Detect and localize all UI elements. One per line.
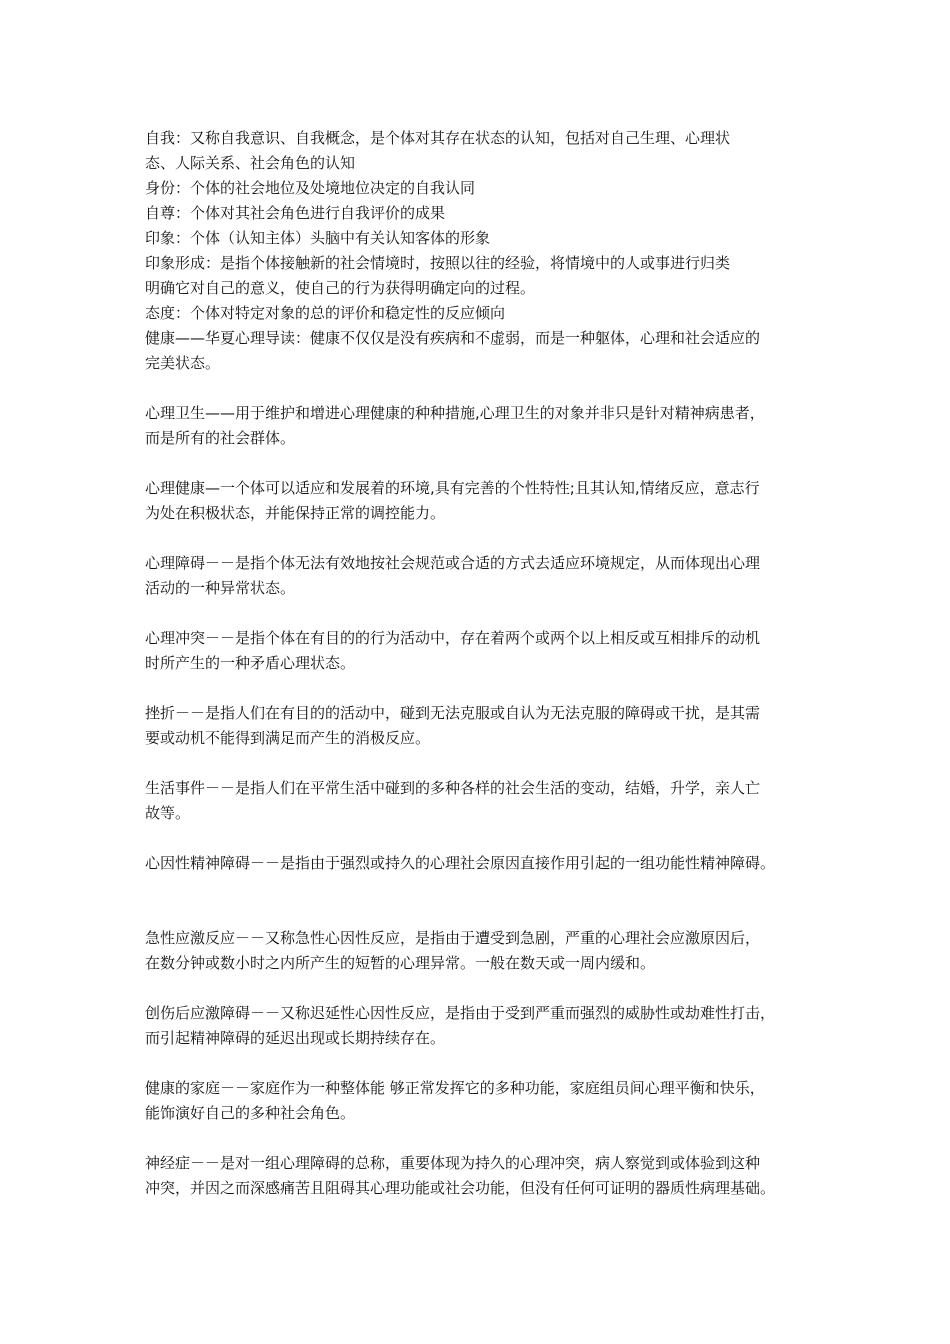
text-line: 冲突，并因之而深感痛苦且阻碍其心理功能或社会功能，但没有任何可证明的器质性病理基础。	[145, 1179, 776, 1197]
text-line: 心因性精神障碍－－是指由于强烈或持久的心理社会原因直接作用引起的一组功能性精神障碍。	[145, 854, 776, 872]
blank-line	[145, 376, 817, 401]
blank-line	[145, 1126, 817, 1151]
blank-line	[145, 451, 817, 476]
text-line: 明确它对自己的意义，使自己的行为获得明确定向的过程。	[145, 279, 536, 297]
blank-line	[145, 751, 817, 776]
text-line: 而引起精神障碍的延迟出现或长期持续存在。	[145, 1029, 446, 1047]
text-line: 能饰演好自己的多种社会角色。	[145, 1104, 356, 1122]
blank-line	[145, 901, 817, 926]
blank-line	[145, 676, 817, 701]
blank-line	[145, 876, 817, 901]
text-line: 心理卫生——用于维护和增进心理健康的种种措施,心理卫生的对象并非只是针对精神病患者，	[145, 404, 765, 422]
text-line: 完美状态。	[145, 354, 221, 372]
document-body	[145, 126, 817, 1201]
text-line: 健康——华夏心理导读：健康不仅仅是没有疾病和不虚弱，而是一种躯体，心理和社会适应的	[145, 329, 761, 347]
blank-line	[145, 526, 817, 551]
text-line: 要或动机不能得到满足而产生的消极反应。	[145, 729, 431, 747]
text-line: 神经症－－是对一组心理障碍的总称，重要体现为持久的心理冲突，病人察觉到或体验到这种	[145, 1154, 761, 1172]
text-line: 心理障碍－－是指个体无法有效地按社会规范或合适的方式去适应环境规定，从而体现出心理	[145, 554, 761, 572]
text-line: 故等。	[145, 804, 191, 822]
text-line: 健康的家庭－－家庭作为一种整体能 够正常发挥它的多种功能，家庭组员间心理平衡和快乐，	[145, 1079, 765, 1097]
text-line: 为处在积极状态，并能保持正常的调控能力。	[145, 504, 446, 522]
text-line: 自尊：个体对其社会角色进行自我评价的成果	[145, 204, 446, 222]
blank-line	[145, 826, 817, 851]
text-line: 挫折－－是指人们在有目的的活动中，碰到无法克服或自认为无法克服的障碍或干扰，是其需	[145, 704, 761, 722]
text-line: 态、人际关系、社会角色的认知	[145, 154, 356, 172]
text-line: 而是所有的社会群体。	[145, 429, 296, 447]
text-line: 心理冲突－－是指个体在有目的的行为活动中，存在着两个或两个以上相反或互相排斥的动机	[145, 629, 761, 647]
text-line: 活动的一种异常状态。	[145, 579, 296, 597]
text-line: 时所产生的一种矛盾心理状态。	[145, 654, 356, 672]
text-line: 印象形成：是指个体接触新的社会情境时，按照以往的经验，将情境中的人或事进行归类	[145, 254, 731, 272]
text-line: 身份：个体的社会地位及处境地位决定的自我认同	[145, 179, 476, 197]
blank-line	[145, 976, 817, 1001]
text-line: 心理健康—一个体可以适应和发展着的环境,具有完善的个性特性;且其认知,情绪反应，意志行	[145, 479, 760, 497]
text-line: 印象：个体（认知主体）头脑中有关认知客体的形象	[145, 229, 491, 247]
text-line: 自我：又称自我意识、自我概念，是个体对其存在状态的认知，包括对自己生理、心理状	[145, 129, 731, 147]
blank-line	[145, 601, 817, 626]
text-line: 生活事件－－是指人们在平常生活中碰到的多种各样的社会生活的变动，结婚，升学，亲人亡	[145, 779, 761, 797]
text-line: 急性应激反应－－又称急性心因性反应，是指由于遭受到急剧，严重的心理社会应激原因后，	[145, 929, 761, 947]
text-line: 态度：个体对特定对象的总的评价和稳定性的反应倾向	[145, 304, 506, 322]
text-line: 创伤后应激障碍－－又称迟延性心因性反应，是指由于受到严重而强烈的威胁性或劫难性打击，	[145, 1004, 776, 1022]
blank-line	[145, 1051, 817, 1076]
text-line: 在数分钟或数小时之内所产生的短暂的心理异常。一般在数天或一周内缓和。	[145, 954, 656, 972]
